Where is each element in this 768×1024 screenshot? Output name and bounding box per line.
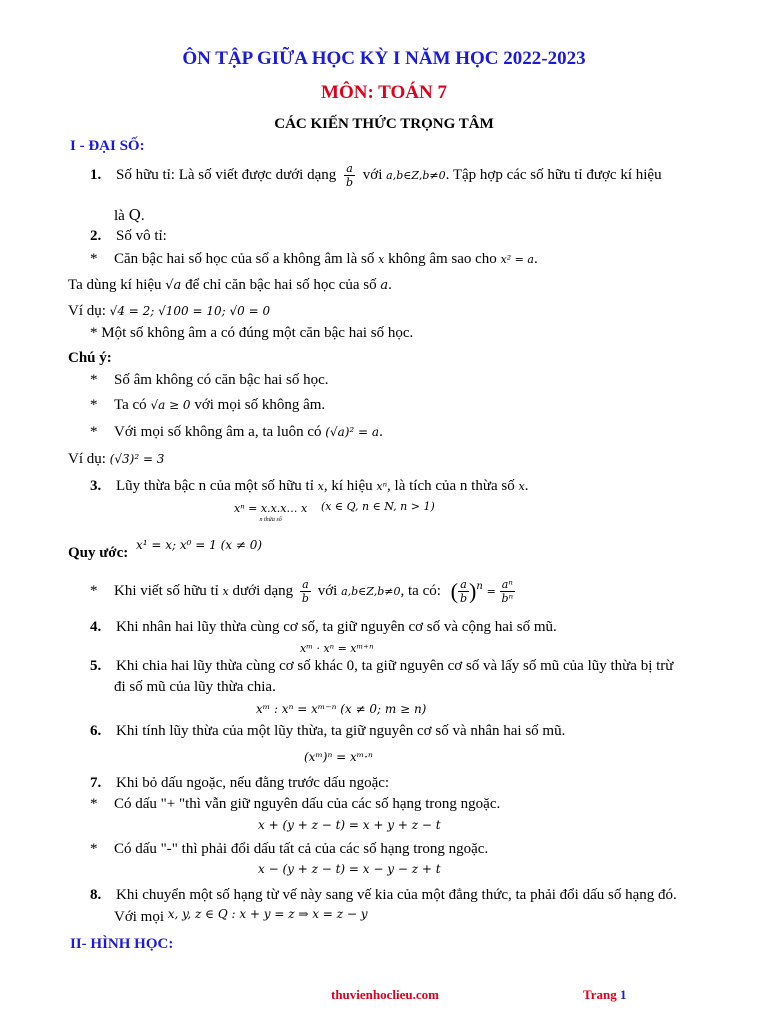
note-2: * Ta có √a ≥ 0 với mọi số không âm. xyxy=(90,397,326,413)
item-8-transpose: 8. Khi chuyển một số hạng từ vế này sang vế kia của một đẳng thức, ta phải đổi dấu số hạng đó. xyxy=(90,887,677,903)
example-1: Ví dụ: √4 = 2; √100 = 10; √0 = 0 xyxy=(68,303,271,319)
condition-formula: a,b∈Z,b≠0 xyxy=(386,168,446,182)
item-6-formula: (xᵐ)ⁿ = xᵐ·ⁿ xyxy=(304,750,373,764)
footer-page-number: Trang 1 xyxy=(583,987,627,1002)
sqrt-symbol: √a xyxy=(165,278,182,293)
plus-sign-formula: x + (y + z − t) = x + y + z − t xyxy=(258,818,441,832)
sqrt-notation-line: Ta dùng kí hiệu √a để chỉ căn bậc hai số học của số a. xyxy=(68,277,392,293)
note-1: * Số âm không có căn bậc hai số học. xyxy=(90,372,329,388)
item-number: 1. xyxy=(90,166,102,183)
item-5-formula: xᵐ : xⁿ = xᵐ⁻ⁿ (x ≠ 0; m ≥ n) xyxy=(256,702,427,716)
item-5-divide: 5. Khi chia hai lũy thừa cùng cơ số khác 0, ta giữ nguyên cơ số và lấy số mũ của lũy thừa bị trừ xyxy=(90,658,674,674)
bullet-minus-sign: * Có dấu "-" thì phải đổi dấu tất cả của các số hạng trong ngoặc. xyxy=(90,841,489,857)
convention-line: Quy ước: $^{x^1 = x; x^0 = 1 (x \ne 0)}$ xyxy=(68,538,263,561)
example-2: Ví dụ: (√3)² = 3 xyxy=(68,451,165,467)
set-q-symbol: Q xyxy=(128,206,141,224)
item-2-irrational: 2. Số vô tỉ: xyxy=(90,228,167,244)
minus-sign-formula: x − (y + z − t) = x − y − z + t xyxy=(258,862,441,876)
item-3-power: 3. Lũy thừa bậc n của một số hữu tỉ x, kí hiệu xⁿ, là tích của n thừa số x. xyxy=(90,478,529,494)
item-1-rational: 1. Số hữu tỉ: Là số viết được dưới dạng $\frac{a}{b}$ với a,b∈Z,b≠0. Tập hợp các số hữu tỉ được kí hiệu xyxy=(90,162,662,189)
key-knowledge-heading: CÁC KIẾN THỨC TRỌNG TÂM xyxy=(274,116,494,132)
fraction-power-formula: ( $\frac{a}{b}$ )$^n$ = $\frac{\text{aⁿ}}{\text{bⁿ}}$ xyxy=(450,578,514,605)
page-title: ÔN TẬP GIỮA HỌC KỲ I NĂM HỌC 2022-2023 xyxy=(182,48,586,69)
note-heading: Chú ý: xyxy=(68,350,112,366)
example-1-formula: √4 = 2; √100 = 10; √0 = 0 xyxy=(109,304,271,318)
note-star-unique-root: * Một số không âm a có đúng một căn bậc hai số học. xyxy=(90,325,414,341)
item-1-line-2: là Q. xyxy=(114,206,145,224)
section-geometry-title: II- HÌNH HỌC: xyxy=(70,936,174,952)
item-6-power-of-power: 6. Khi tính lũy thừa của một lũy thừa, ta giữ nguyên cơ số và nhân hai số mũ. xyxy=(90,723,566,739)
subject-title: MÔN: TOÁN 7 xyxy=(321,82,447,103)
bullet-fraction-power: * Khi viết số hữu tỉ x dưới dạng $\frac{a}{b}$ với a,b∈Z,b≠0, ta có: ( $\frac{a}{b}$ )$^n$ = $\frac{\text{aⁿ}}{\text{bⁿ}}$ xyxy=(90,578,514,605)
item-4-multiply: 4. Khi nhân hai lũy thừa cùng cơ số, ta giữ nguyên cơ số và cộng hai số mũ. xyxy=(90,619,557,635)
bullet-plus-sign: * Có dấu "+ "thì vẫn giữ nguyên dấu của các số hạng trong ngoặc. xyxy=(90,796,501,812)
note-3: * Với mọi số không âm a, ta luôn có (√a)² = a. xyxy=(90,424,383,440)
item-5-line-2: đi số mũ của lũy thừa chia. xyxy=(114,679,276,695)
footer-website-link[interactable]: thuvienhoclieu.com xyxy=(331,987,439,1002)
item-7-brackets: 7. Khi bỏ dấu ngoặc, nếu đằng trước dấu ngoặc: xyxy=(90,775,390,791)
power-definition-formula: xⁿ = x.x.x… x n thừa số $^{(x \in Q, n \in N, n > 1)}$ xyxy=(234,500,435,523)
bullet-sqrt-definition: * Căn bậc hai số học của số a không âm là số x không âm sao cho x² = a. xyxy=(90,251,538,267)
section-algebra-title: I - ĐẠI SỐ: xyxy=(70,138,145,154)
item-8-line-2: Với mọi $^{x, y, z \in Q : x + y = z \Rightarrow x = z - y}$ xyxy=(114,907,368,925)
item-4-formula: xᵐ · xⁿ = xᵐ⁺ⁿ xyxy=(300,642,374,655)
fraction-a-over-b: $\frac{a}{b}$ xyxy=(345,162,354,189)
